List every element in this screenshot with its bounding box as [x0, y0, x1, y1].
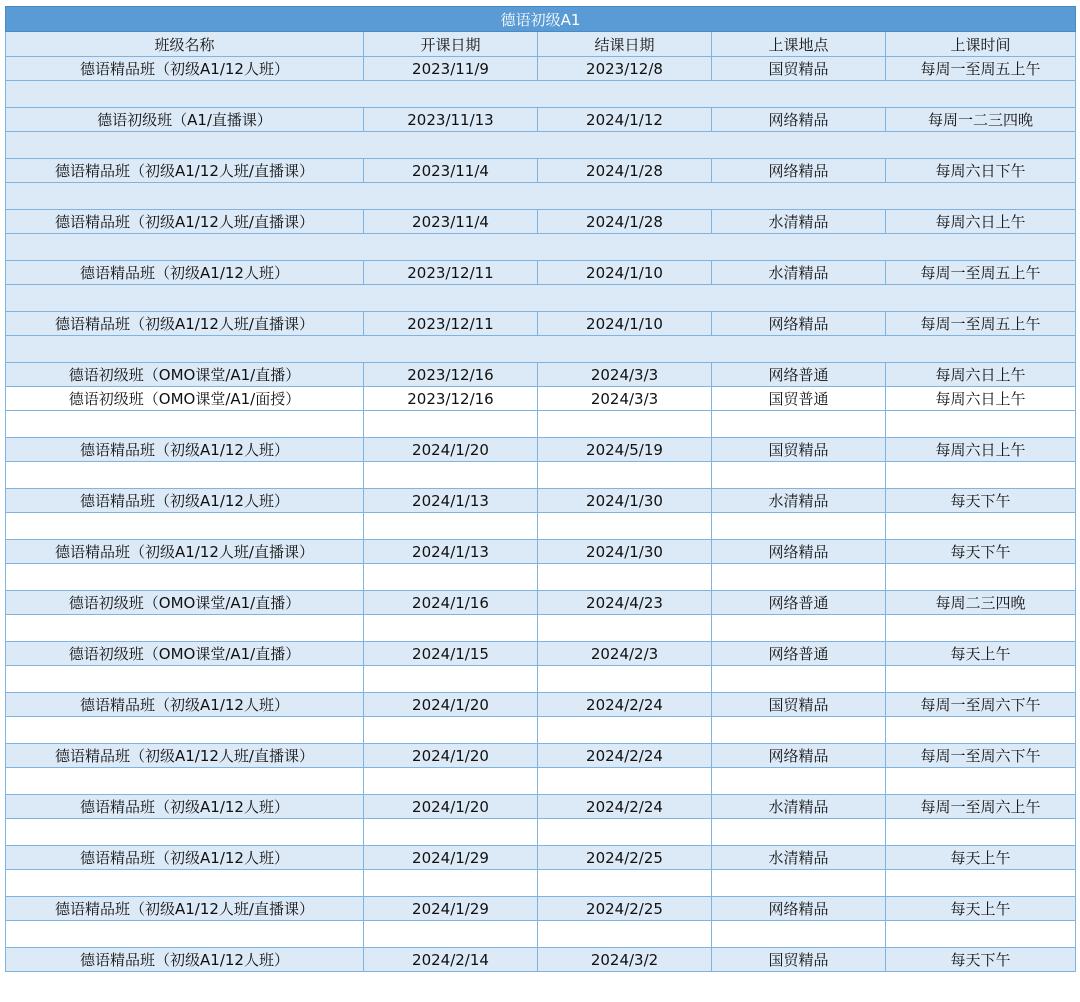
location-cell[interactable]: 网络精品: [712, 159, 886, 183]
location-cell[interactable]: 水清精品: [712, 846, 886, 870]
end-date-cell[interactable]: 2024/3/2: [538, 948, 712, 972]
class-name-cell[interactable]: 德语精品班（初级A1/12人班）: [6, 57, 364, 81]
empty-cell[interactable]: [364, 921, 538, 948]
empty-cell[interactable]: [538, 921, 712, 948]
header-time[interactable]: 上课时间: [886, 32, 1076, 57]
empty-cell[interactable]: [6, 921, 364, 948]
spacer-row: [6, 717, 1076, 744]
start-date-cell[interactable]: 2023/12/11: [364, 261, 538, 285]
end-date-cell[interactable]: 2023/12/8: [538, 57, 712, 81]
spacer-row: [6, 921, 1076, 948]
empty-cell[interactable]: [6, 411, 364, 438]
empty-cell[interactable]: [538, 513, 712, 540]
table-row: [6, 108, 1076, 132]
end-date-cell[interactable]: 2024/2/25: [538, 897, 712, 921]
table-row: [6, 948, 1076, 972]
time-cell[interactable]: 每天上午: [886, 897, 1076, 921]
location-cell[interactable]: 网络精品: [712, 540, 886, 564]
table-row: [6, 57, 1076, 81]
start-date-cell[interactable]: 2024/1/20: [364, 795, 538, 819]
class-name-cell[interactable]: 德语精品班（初级A1/12人班）: [6, 438, 364, 462]
location-cell[interactable]: 水清精品: [712, 261, 886, 285]
empty-cell[interactable]: [6, 564, 364, 591]
table-row: [6, 540, 1076, 564]
spacer-row: [6, 462, 1076, 489]
end-date-cell[interactable]: 2024/1/30: [538, 540, 712, 564]
location-cell[interactable]: 水清精品: [712, 795, 886, 819]
empty-cell[interactable]: [712, 768, 886, 795]
start-date-cell[interactable]: 2023/12/11: [364, 312, 538, 336]
empty-cell[interactable]: [364, 411, 538, 438]
start-date-cell[interactable]: 2024/1/29: [364, 846, 538, 870]
header-location[interactable]: 上课地点: [712, 32, 886, 57]
end-date-cell[interactable]: 2024/2/25: [538, 846, 712, 870]
time-cell[interactable]: 每天上午: [886, 642, 1076, 666]
spacer-row: [6, 183, 1076, 210]
start-date-cell[interactable]: 2023/11/4: [364, 159, 538, 183]
start-date-cell[interactable]: 2024/1/20: [364, 744, 538, 768]
table-row: [6, 591, 1076, 615]
location-cell[interactable]: 网络普通: [712, 642, 886, 666]
table-row: [6, 159, 1076, 183]
table-row: [6, 489, 1076, 513]
time-cell[interactable]: 每周一二三四晚: [886, 108, 1076, 132]
class-name-cell[interactable]: 德语初级班（OMO课堂/A1/直播）: [6, 363, 364, 387]
empty-cell[interactable]: [6, 819, 364, 846]
end-date-cell[interactable]: 2024/3/3: [538, 363, 712, 387]
table-row: [6, 363, 1076, 387]
time-cell[interactable]: 每周一至周六下午: [886, 744, 1076, 768]
empty-cell[interactable]: [712, 921, 886, 948]
end-date-cell[interactable]: 2024/4/23: [538, 591, 712, 615]
empty-cell[interactable]: [364, 666, 538, 693]
start-date-cell[interactable]: 2023/11/9: [364, 57, 538, 81]
class-name-cell[interactable]: 德语初级班（OMO课堂/A1/面授）: [6, 387, 364, 411]
location-cell[interactable]: 网络普通: [712, 591, 886, 615]
empty-cell[interactable]: [364, 717, 538, 744]
class-name-cell[interactable]: 德语精品班（初级A1/12人班/直播课）: [6, 210, 364, 234]
class-name-cell[interactable]: 德语精品班（初级A1/12人班）: [6, 693, 364, 717]
class-name-cell[interactable]: 德语初级班（OMO课堂/A1/直播）: [6, 642, 364, 666]
spacer-row: [6, 666, 1076, 693]
end-date-cell[interactable]: 2024/2/24: [538, 795, 712, 819]
end-date-cell[interactable]: 2024/1/28: [538, 159, 712, 183]
spacer-row: [6, 819, 1076, 846]
header-start-date[interactable]: 开课日期: [364, 32, 538, 57]
empty-cell[interactable]: [364, 615, 538, 642]
time-cell[interactable]: 每周六日上午: [886, 387, 1076, 411]
empty-cell[interactable]: [712, 819, 886, 846]
table-row: [6, 261, 1076, 285]
table-row: [6, 693, 1076, 717]
course-schedule-sheet: [5, 6, 1075, 972]
empty-cell[interactable]: [886, 462, 1076, 489]
empty-cell[interactable]: [364, 819, 538, 846]
end-date-cell[interactable]: 2024/1/10: [538, 312, 712, 336]
time-cell[interactable]: 每周六日上午: [886, 210, 1076, 234]
header-row: [6, 32, 1076, 57]
empty-cell[interactable]: [6, 768, 364, 795]
table-row: [6, 795, 1076, 819]
location-cell[interactable]: 国贸精品: [712, 57, 886, 81]
empty-cell[interactable]: [6, 513, 364, 540]
empty-cell[interactable]: [538, 768, 712, 795]
empty-cell[interactable]: [6, 462, 364, 489]
class-name-cell[interactable]: 德语精品班（初级A1/12人班）: [6, 795, 364, 819]
class-name-cell[interactable]: 德语精品班（初级A1/12人班/直播课）: [6, 312, 364, 336]
location-cell[interactable]: 网络精品: [712, 897, 886, 921]
time-cell[interactable]: 每周一至周六下午: [886, 693, 1076, 717]
spacer-row: [6, 81, 1076, 108]
empty-cell[interactable]: [886, 717, 1076, 744]
start-date-cell[interactable]: 2024/1/16: [364, 591, 538, 615]
empty-cell[interactable]: [886, 819, 1076, 846]
empty-cell[interactable]: [364, 513, 538, 540]
start-date-cell[interactable]: 2024/1/15: [364, 642, 538, 666]
start-date-cell[interactable]: 2024/1/13: [364, 489, 538, 513]
class-name-cell[interactable]: 德语精品班（初级A1/12人班）: [6, 948, 364, 972]
table-row: [6, 846, 1076, 870]
end-date-cell[interactable]: 2024/5/19: [538, 438, 712, 462]
location-cell[interactable]: 国贸精品: [712, 693, 886, 717]
empty-cell[interactable]: [538, 870, 712, 897]
empty-cell[interactable]: [6, 717, 364, 744]
empty-cell[interactable]: [364, 564, 538, 591]
end-date-cell[interactable]: 2024/1/12: [538, 108, 712, 132]
time-cell[interactable]: 每天下午: [886, 948, 1076, 972]
location-cell[interactable]: 网络普通: [712, 363, 886, 387]
time-cell[interactable]: 每周一至周五上午: [886, 261, 1076, 285]
empty-cell[interactable]: [6, 285, 1076, 312]
table-row: [6, 312, 1076, 336]
empty-cell[interactable]: [886, 564, 1076, 591]
empty-cell[interactable]: [538, 564, 712, 591]
course-table: [5, 6, 1076, 972]
table-row: [6, 438, 1076, 462]
empty-cell[interactable]: [6, 132, 1076, 159]
class-name-cell[interactable]: 德语精品班（初级A1/12人班/直播课）: [6, 897, 364, 921]
empty-cell[interactable]: [712, 462, 886, 489]
spacer-row: [6, 870, 1076, 897]
header-end-date[interactable]: 结课日期: [538, 32, 712, 57]
empty-cell[interactable]: [886, 513, 1076, 540]
empty-cell[interactable]: [538, 462, 712, 489]
empty-cell[interactable]: [6, 183, 1076, 210]
location-cell[interactable]: 网络精品: [712, 312, 886, 336]
spacer-row: [6, 285, 1076, 312]
end-date-cell[interactable]: 2024/2/3: [538, 642, 712, 666]
end-date-cell[interactable]: 2024/1/10: [538, 261, 712, 285]
time-cell[interactable]: 每周一至周六上午: [886, 795, 1076, 819]
empty-cell[interactable]: [886, 768, 1076, 795]
empty-cell[interactable]: [712, 411, 886, 438]
end-date-cell[interactable]: 2024/2/24: [538, 744, 712, 768]
header-class-name[interactable]: 班级名称: [6, 32, 364, 57]
end-date-cell[interactable]: 2024/3/3: [538, 387, 712, 411]
start-date-cell[interactable]: 2024/1/13: [364, 540, 538, 564]
empty-cell[interactable]: [6, 81, 1076, 108]
location-cell[interactable]: 国贸精品: [712, 948, 886, 972]
class-name-cell[interactable]: 德语精品班（初级A1/12人班）: [6, 489, 364, 513]
start-date-cell[interactable]: 2024/1/29: [364, 897, 538, 921]
empty-cell[interactable]: [538, 666, 712, 693]
class-name-cell[interactable]: 德语精品班（初级A1/12人班/直播课）: [6, 159, 364, 183]
time-cell[interactable]: 每天上午: [886, 846, 1076, 870]
spacer-row: [6, 768, 1076, 795]
title-row: [6, 7, 1076, 32]
spacer-row: [6, 234, 1076, 261]
end-date-cell[interactable]: 2024/1/30: [538, 489, 712, 513]
empty-cell[interactable]: [712, 666, 886, 693]
empty-cell[interactable]: [886, 870, 1076, 897]
spacer-row: [6, 615, 1076, 642]
end-date-cell[interactable]: 2024/1/28: [538, 210, 712, 234]
start-date-cell[interactable]: 2024/1/20: [364, 693, 538, 717]
time-cell[interactable]: 每天下午: [886, 540, 1076, 564]
empty-cell[interactable]: [364, 768, 538, 795]
time-cell[interactable]: 每周一至周五上午: [886, 57, 1076, 81]
location-cell[interactable]: 国贸普通: [712, 387, 886, 411]
spacer-row: [6, 132, 1076, 159]
empty-cell[interactable]: [886, 615, 1076, 642]
empty-cell[interactable]: [364, 462, 538, 489]
table-row: [6, 897, 1076, 921]
location-cell[interactable]: 水清精品: [712, 489, 886, 513]
spacer-row: [6, 564, 1076, 591]
empty-cell[interactable]: [886, 666, 1076, 693]
empty-cell[interactable]: [6, 666, 364, 693]
empty-cell[interactable]: [712, 615, 886, 642]
start-date-cell[interactable]: 2024/1/20: [364, 438, 538, 462]
empty-cell[interactable]: [538, 819, 712, 846]
empty-cell[interactable]: [712, 717, 886, 744]
time-cell[interactable]: 每周六日下午: [886, 159, 1076, 183]
start-date-cell[interactable]: 2023/11/4: [364, 210, 538, 234]
empty-cell[interactable]: [712, 870, 886, 897]
empty-cell[interactable]: [364, 870, 538, 897]
spacer-row: [6, 513, 1076, 540]
empty-cell[interactable]: [886, 411, 1076, 438]
class-name-cell[interactable]: 德语初级班（OMO课堂/A1/直播）: [6, 591, 364, 615]
time-cell[interactable]: 每周六日上午: [886, 438, 1076, 462]
location-cell[interactable]: 国贸精品: [712, 438, 886, 462]
location-cell[interactable]: 网络精品: [712, 744, 886, 768]
empty-cell[interactable]: [538, 717, 712, 744]
table-row: [6, 642, 1076, 666]
class-name-cell[interactable]: 德语精品班（初级A1/12人班）: [6, 261, 364, 285]
class-name-cell[interactable]: 德语精品班（初级A1/12人班）: [6, 846, 364, 870]
start-date-cell[interactable]: 2023/12/16: [364, 387, 538, 411]
class-name-cell[interactable]: 德语初级班（A1/直播课）: [6, 108, 364, 132]
empty-cell[interactable]: [538, 615, 712, 642]
time-cell[interactable]: 每天下午: [886, 489, 1076, 513]
table-row: [6, 387, 1076, 411]
class-name-cell[interactable]: 德语精品班（初级A1/12人班/直播课）: [6, 744, 364, 768]
empty-cell[interactable]: [712, 513, 886, 540]
empty-cell[interactable]: [6, 336, 1076, 363]
time-cell[interactable]: 每周六日上午: [886, 363, 1076, 387]
sheet-title[interactable]: 德语初级A1: [6, 7, 1076, 32]
location-cell[interactable]: 网络精品: [712, 108, 886, 132]
spacer-row: [6, 336, 1076, 363]
table-row: [6, 210, 1076, 234]
class-name-cell[interactable]: 德语精品班（初级A1/12人班/直播课）: [6, 540, 364, 564]
empty-cell[interactable]: [712, 564, 886, 591]
empty-cell[interactable]: [538, 411, 712, 438]
start-date-cell[interactable]: 2023/12/16: [364, 363, 538, 387]
start-date-cell[interactable]: 2024/2/14: [364, 948, 538, 972]
time-cell[interactable]: 每周一至周五上午: [886, 312, 1076, 336]
table-row: [6, 744, 1076, 768]
location-cell[interactable]: 水清精品: [712, 210, 886, 234]
spacer-row: [6, 411, 1076, 438]
empty-cell[interactable]: [886, 921, 1076, 948]
empty-cell[interactable]: [6, 234, 1076, 261]
empty-cell[interactable]: [6, 615, 364, 642]
start-date-cell[interactable]: 2023/11/13: [364, 108, 538, 132]
empty-cell[interactable]: [6, 870, 364, 897]
end-date-cell[interactable]: 2024/2/24: [538, 693, 712, 717]
time-cell[interactable]: 每周二三四晚: [886, 591, 1076, 615]
